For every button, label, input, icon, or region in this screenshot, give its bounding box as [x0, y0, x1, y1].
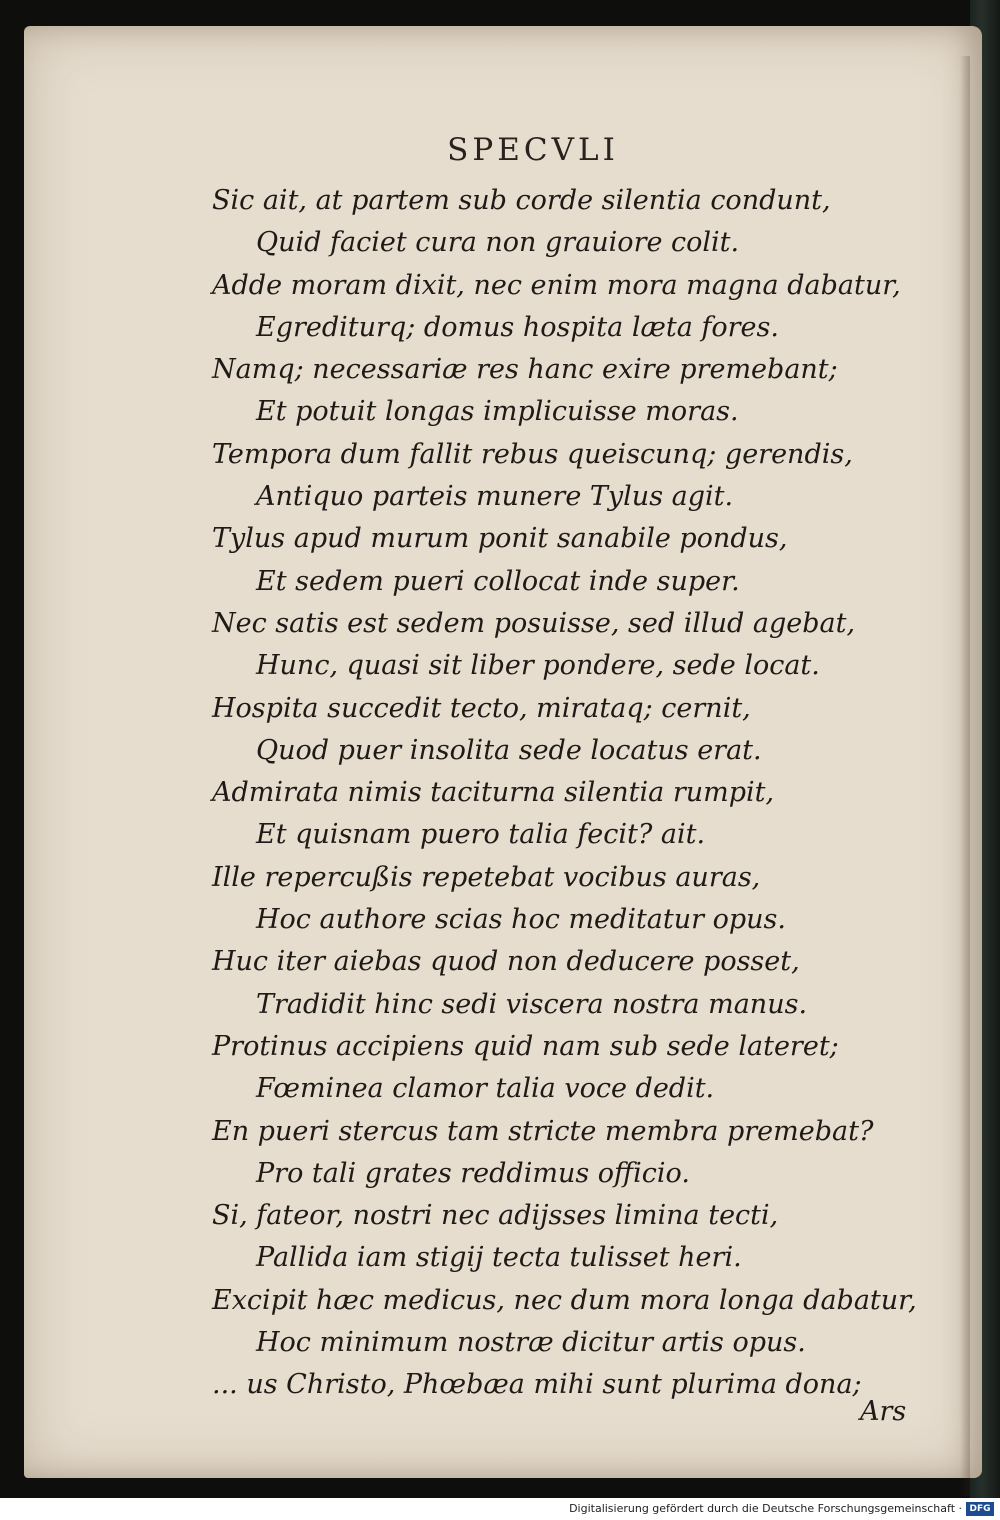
verse-line: Excipit hæc medicus, nec dum mora longa dabatur,	[212, 1284, 917, 1316]
verse-line: Huc iter aiebas quod non deducere posset,	[212, 946, 800, 978]
verse-line: Pallida iam stigij tecta tulisset heri.	[256, 1242, 742, 1274]
verse-line: Hoc authore scias hoc meditatur opus.	[256, 904, 786, 936]
verse-line: Egrediturq; domus hospita læta fores.	[256, 311, 779, 343]
verse-line: Antiquo parteis munere Tylus agit.	[256, 481, 734, 513]
verse-line: Hospita succedit tecto, mirataq; cernit,	[212, 692, 751, 724]
verse-line: Fœminea clamor talia voce dedit.	[256, 1073, 715, 1105]
verse-line: Et quisnam puero talia fecit? ait.	[256, 819, 706, 851]
catchword: Ars	[860, 1396, 907, 1427]
verse-line: Quid faciet cura non grauiore colit.	[256, 227, 740, 259]
page-edge-shadow	[960, 56, 970, 1496]
verse-line: Namq; necessariæ res hanc exire premebant;	[212, 354, 838, 386]
verse-line: Sic ait, at partem sub corde silentia condunt,	[212, 185, 831, 216]
verse-line: Protinus accipiens quid nam sub sede lateret;	[212, 1030, 839, 1062]
verse-line: Tylus apud murum ponit sanabile pondus,	[212, 523, 788, 555]
verse-line: Si, fateor, nostri nec adijsses limina tecti,	[212, 1200, 779, 1232]
running-header: SPECVLI	[447, 132, 619, 168]
verse-line: Tempora dum fallit rebus queiscunq; gerendis,	[212, 438, 853, 470]
verse-line: Hunc, quasi sit liber pondere, sede locat.	[256, 650, 820, 682]
verse-line: Et sedem pueri collocat inde super.	[256, 565, 740, 597]
verse-line: ... us Christo, Phœbæa mihi sunt plurima dona;	[212, 1369, 862, 1401]
verse-line: Hoc minimum nostræ dicitur artis opus.	[256, 1327, 806, 1359]
verse-line: Ille repercußis repetebat vocibus auras,	[212, 861, 761, 893]
verse-line: Tradidit hinc sedi viscera nostra manus.	[256, 988, 808, 1020]
verse-line: Pro tali grates reddimus officio.	[256, 1157, 690, 1189]
verse-line: Et potuit longas implicuisse moras.	[256, 396, 739, 428]
verse-line: Adde moram dixit, nec enim mora magna dabatur,	[212, 269, 901, 301]
verse-line: Nec satis est sedem posuisse, sed illud agebat,	[212, 607, 856, 639]
verse-block	[212, 180, 932, 1407]
footer-bar	[0, 1498, 1000, 1520]
book-page	[24, 26, 982, 1478]
funding-credit: Digitalisierung gefördert durch die Deutsche Forschungsgemeinschaft ·	[569, 1502, 962, 1515]
verse-line: Admirata nimis taciturna silentia rumpit,	[212, 777, 775, 809]
verse-line: En pueri stercus tam stricte membra premebat?	[212, 1115, 874, 1147]
dfg-logo-icon: DFG	[966, 1502, 994, 1516]
verse-line: Quod puer insolita sede locatus erat.	[256, 734, 762, 766]
